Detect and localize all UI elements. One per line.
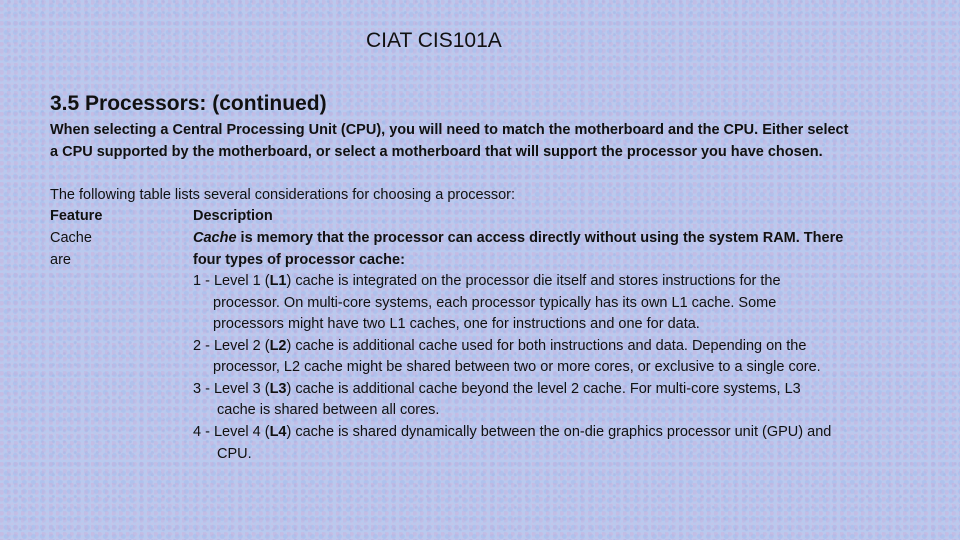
course-label: CIAT CIS101A [366, 29, 502, 52]
table-intro: The following table lists several considerations for choosing a processor: [50, 187, 516, 203]
feature-cell-line-1: Cache [50, 230, 92, 246]
l2-line-1 [193, 338, 806, 354]
cache-desc-rest: is memory that the processor can access directly without using the system RAM. There [236, 230, 844, 246]
l3-prefix: 3 - Level 3 ( [193, 381, 270, 397]
l4-code: L4 [269, 424, 287, 440]
l1-prefix: 1 - Level 1 ( [193, 273, 270, 289]
l1-code: L1 [269, 273, 287, 289]
l4-rest: ) cache is shared dynamically between the on-die graphics processor unit (GPU) and [286, 424, 832, 440]
l4-line-2: CPU. [217, 446, 252, 462]
description-cache-line-2: four types of processor cache: [193, 252, 405, 268]
intro-line-2: a CPU supported by the motherboard, or select a motherboard that will support the processor you have chosen. [50, 144, 823, 160]
cache-term: Cache [193, 230, 237, 246]
intro-line-1: When selecting a Central Processing Unit (CPU), you will need to match the motherboard and the CPU. Either select [50, 122, 849, 138]
description-cache-line-1 [193, 230, 843, 246]
l4-line-1 [193, 424, 831, 440]
l1-line-2: processor. On multi-core systems, each processor typically has its own L1 cache. Some [213, 295, 777, 311]
l2-rest: ) cache is additional cache used for both instructions and data. Depending on the [286, 338, 807, 354]
l3-line-1 [193, 381, 801, 397]
slide-title: 3.5 Processors: (continued) [50, 92, 327, 115]
l3-line-2: cache is shared between all cores. [217, 402, 440, 418]
column-header-feature: Feature [50, 208, 103, 224]
l2-code: L2 [269, 338, 287, 354]
l3-code: L3 [269, 381, 287, 397]
l2-line-2: processor, L2 cache might be shared between two or more cores, or exclusive to a single core. [213, 359, 821, 375]
l4-prefix: 4 - Level 4 ( [193, 424, 270, 440]
l1-rest: ) cache is integrated on the processor die itself and stores instructions for the [286, 273, 781, 289]
l2-prefix: 2 - Level 2 ( [193, 338, 270, 354]
l1-line-3: processors might have two L1 caches, one for instructions and one for data. [213, 316, 700, 332]
feature-cell-line-2: are [50, 252, 71, 268]
l3-rest: ) cache is additional cache beyond the level 2 cache. For multi-core systems, L3 [286, 381, 801, 397]
l1-line-1 [193, 273, 781, 289]
column-header-description: Description [193, 208, 273, 224]
